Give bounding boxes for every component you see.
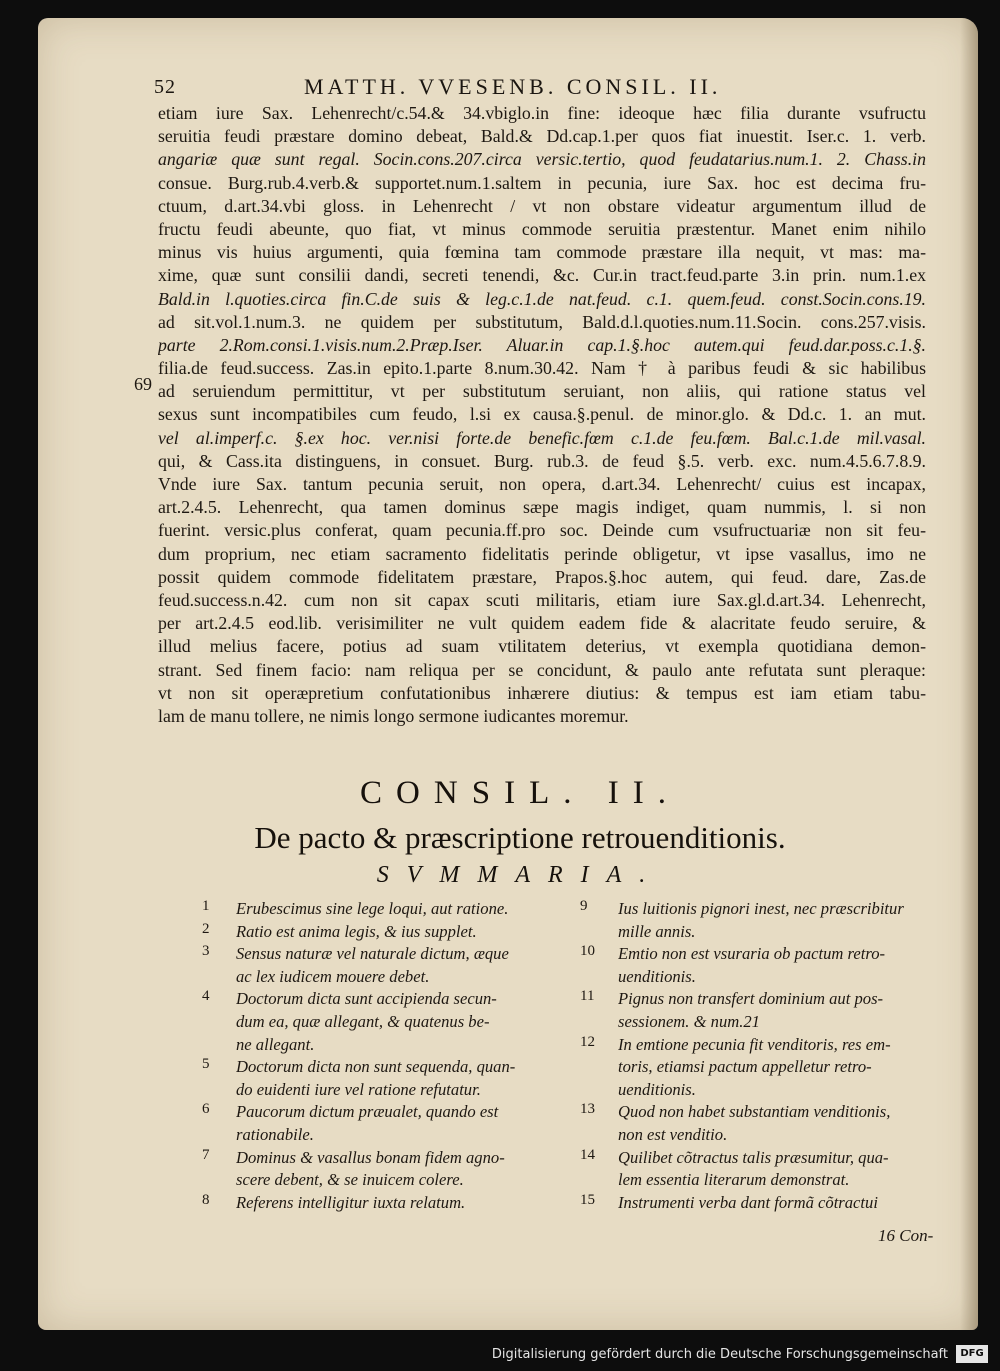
summary-text-line: Instrumenti verba dant formã cõtractui [618, 1192, 878, 1212]
text-line: fructu feudi abeunte, quo fiat, vt minus commode seruitia præstentur. Manet enim nihilo [158, 218, 926, 239]
summary-entry [580, 1034, 975, 1102]
summary-number: 4 [202, 988, 210, 1005]
catchword: 16 Con- [878, 1226, 934, 1245]
text-line: illud melius facere, potius ad suam vtilitatem deterius, vt exempla quotidiana demon- [158, 636, 926, 657]
text-line: fuerint. versic.plus conferat, quam pecunia.ff.pro soc. Deinde cum vsufructuariæ non sit feu- [158, 520, 926, 541]
folio-number: 52 [154, 76, 176, 98]
summary-text-line: In emtione pecunia fit venditoris, res em- [618, 1034, 891, 1054]
summary-text-line: Dominus & vasallus bonam fidem agno- [236, 1147, 505, 1167]
summary-entry [580, 1147, 975, 1192]
text-line: possit quidem commode fidelitatem præstare, Prapos.§.hoc autem, qui feud. dare, Zas.de [158, 566, 926, 587]
summary-number: 13 [580, 1101, 595, 1118]
summary-text-line: Doctorum dicta sunt accipienda secun- [236, 989, 497, 1009]
summary-number: 7 [202, 1146, 210, 1163]
summary-text-line: Emtio non est vsuraria ob pactum retro- [618, 944, 886, 964]
text-line: Vnde iure Sax. tantum pecunia seruit, non opera, d.art.34. Lehenrecht/ cuius est incapax, [158, 474, 926, 494]
summary-text-line: uenditionis. [618, 966, 696, 986]
running-head [154, 74, 914, 104]
text-line: angariæ quæ sunt regal. Socin.cons.207.circa versic.tertio, quod feudatarius.num.1. 2. Chass.in [158, 149, 926, 170]
summary-number: 8 [202, 1191, 210, 1208]
text-line: sexus sunt incompatibiles cum feudo, l.si ex causa.§.penul. de minor.glo. & Dd.c. 1. an mut. [158, 404, 926, 425]
summary-text-line: Pignus non transfert dominium aut pos- [618, 989, 884, 1009]
summary-text-line: rationabile. [236, 1124, 314, 1144]
summary-text-line: toris, etiamsi pactum appelletur retro- [618, 1057, 872, 1077]
summary-text-line: non est venditio. [618, 1124, 728, 1144]
summary-text-line: ac lex iudicem mouere debet. [236, 966, 430, 986]
summary-number: 10 [580, 943, 595, 960]
summary-entry [580, 1192, 975, 1215]
dfg-logo-icon: DFG [956, 1345, 988, 1363]
summary-text-line: Quod non habet substantiam venditionis, [618, 1102, 891, 1122]
summary-number: 11 [580, 988, 595, 1005]
consil-subheading: De pacto & præscriptione retrouenditionis. [254, 820, 786, 855]
text-line: dum proprium, nec etiam sacramento fidelitatis perinde obligetur, vt ipse vasallus, imo ne [158, 543, 926, 564]
text-line: art.2.4.5. Lehenrecht, qua tamen dominus sæpe magis indiget, quam nummis, l. si non [158, 497, 926, 518]
summary-entry [580, 1101, 975, 1146]
summary-text-line: scere debent, & se inuicem colere. [236, 1170, 464, 1190]
summary-text-line: Quilibet cõtractus talis præsumitur, qua- [618, 1147, 889, 1167]
summary-entry [164, 1101, 574, 1146]
summaria-label: SVMMARIA. [376, 862, 664, 888]
text-line: vel al.imperf.c. §.ex hoc. ver.nisi forte.de benefic.fœm c.1.de feu.fœm. Bal.c.1.de mil.vasal. [158, 427, 926, 448]
summary-entry [164, 1192, 574, 1215]
text-line: ad seruiendum permittitur, vt per substitutum seruiant, non aliis, qui ratione status vel [158, 381, 926, 402]
summary-text-line: Ius luitionis pignori inest, nec præscribitur [618, 899, 904, 918]
summaria-right-column [580, 898, 975, 1214]
text-line: parte 2.Rom.consi.1.visis.num.2.Præp.Iser. Aluar.in cap.1.§.hoc autem.qui feud.dar.poss.c.1.§. [158, 334, 926, 355]
text-line: seruitia feudi præstare domino debeat, Bald.& Dd.cap.1.per quos fiat inuestit. Iser.c. 1. verb. [158, 126, 926, 147]
text-line: minus vis huius argumenti, quia fœmina tam commode præstare illa nequit, vt mas: ma- [158, 242, 926, 263]
text-line: per art.2.4.5 eod.lib. verisimiliter ne vult quidem eadem fide & alacritate feudo seruire, & [158, 613, 926, 634]
summary-number: 6 [202, 1101, 210, 1118]
text-line: vt non sit operæpretium confutationibus inhærere diutius: & tempus est iam etiam tabu- [158, 682, 926, 703]
summary-entry [164, 898, 574, 921]
summary-entry [164, 988, 574, 1056]
summary-number: 15 [580, 1191, 595, 1208]
running-title: MATTH. VVESENB. CONSIL. II. [304, 74, 722, 99]
text-line: ad sit.vol.1.num.3. ne quidem per substitutum, Bald.d.l.quoties.num.11.Socin. cons.257.visis. [158, 311, 926, 332]
text-line: filia.de feud.success. Zas.in epito.1.parte 8.num.30.42. Nam † à paribus feudi & sic habilibus [158, 358, 926, 379]
summary-text-line: Erubescimus sine lege loqui, aut ratione. [236, 899, 509, 918]
text-line: strant. Sed finem facio: nam reliqua per se concidunt, & paulo ante refutata sunt pleraque: [158, 659, 926, 680]
text-line: lam de manu tollere, ne nimis longo sermone iudicantes moremur. [158, 705, 629, 726]
body-text [158, 102, 926, 728]
consil-heading: CONSIL. II. [360, 775, 680, 811]
summary-entry [164, 943, 574, 988]
summary-entry [164, 921, 574, 944]
text-line: Bald.in l.quoties.circa fin.C.de suis & leg.c.1.de nat.feud. c.1. quem.feud. const.Socin.cons.19. [158, 288, 926, 309]
summary-text-line: do euidenti iure vel ratione refutatur. [236, 1079, 481, 1099]
summary-entry [164, 1056, 574, 1101]
summary-text-line: Referens intelligitur iuxta relatum. [236, 1192, 466, 1212]
summary-entry [580, 943, 975, 988]
summary-text-line: Paucorum dictum præualet, quando est [236, 1102, 499, 1122]
summaria-left-column [164, 898, 574, 1214]
margin-number: 69 [134, 374, 152, 394]
footer-credit: Digitalisierung gefördert durch die Deutsche Forschungsgemeinschaft [491, 1347, 948, 1362]
summary-number: 1 [202, 898, 210, 914]
summary-entry [580, 898, 975, 943]
summary-number: 5 [202, 1056, 210, 1073]
summary-text-line: dum ea, quæ allegant, & quatenus be- [236, 1011, 490, 1031]
summary-number: 9 [580, 898, 588, 914]
text-line: feud.success.n.42. cum non sit capax scuti militaris, etiam iure Sax.gl.d.art.34. Lehenrecht, [158, 589, 926, 610]
summary-number: 14 [580, 1146, 595, 1163]
text-line: ctuum, d.art.34.vbi gloss. in Lehenrecht / vt non obstare videatur argumentum illud de [158, 195, 926, 216]
summary-entry [580, 988, 975, 1033]
summary-text-line: mille annis. [618, 921, 696, 941]
summary-text-line: ne allegant. [236, 1034, 315, 1054]
summary-number: 12 [580, 1033, 595, 1050]
text-line: etiam iure Sax. Lehenrecht/c.54.& 34.vbiglo.in fine: ideoque hæc filia durante vsufructu [158, 103, 926, 123]
text-line: xime, quæ sunt consilii dandi, secreti tenendi, &c. Cur.in tract.feud.parte 3.in prin. num.1.ex [158, 265, 926, 286]
summary-text-line: lem essentia literarum demonstrat. [618, 1170, 850, 1190]
summary-number: 3 [202, 943, 210, 960]
summary-text-line: Sensus naturæ vel naturale dictum, æque [236, 944, 509, 964]
summary-number: 2 [202, 920, 210, 937]
summary-text-line: uenditionis. [618, 1079, 696, 1099]
summary-entry [164, 1147, 574, 1192]
text-line: qui, & Cass.ita distinguens, in consuet. Burg. rub.3. de feud §.5. verb. exc. num.4.5.6.7.8.9. [158, 450, 926, 471]
summary-text-line: sessionem. & num.21 [618, 1011, 760, 1031]
summary-text-line: Doctorum dicta non sunt sequenda, quan- [236, 1057, 516, 1077]
text-line: consue. Burg.rub.4.verb.& supportet.num.1.saltem in pecunia, iure Sax. hoc est decima fru- [158, 172, 926, 193]
summary-text-line: Ratio est anima legis, & ius supplet. [236, 921, 477, 941]
